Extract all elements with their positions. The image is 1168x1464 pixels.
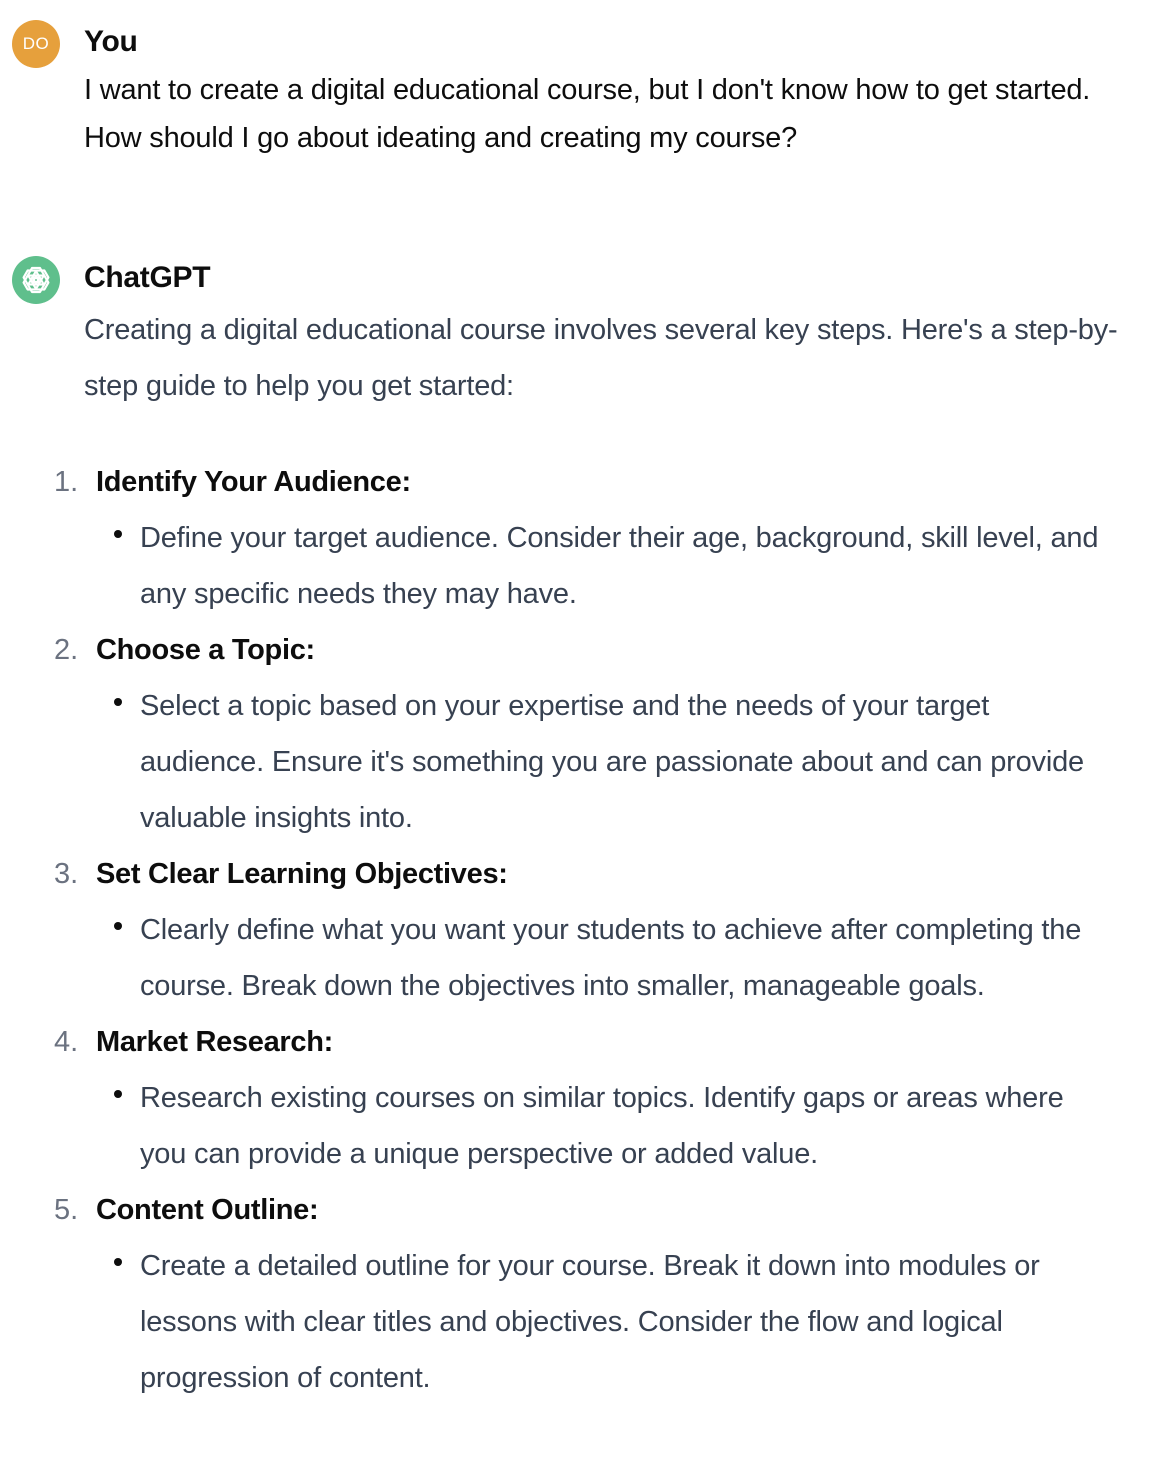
assistant-author-name: ChatGPT — [84, 261, 211, 294]
step-detail-list — [96, 678, 1168, 846]
step-title: Choose a Topic: — [96, 634, 315, 666]
step-title: Set Clear Learning Objectives: — [96, 858, 508, 890]
step-detail-list — [96, 1070, 1168, 1182]
user-message-text: I want to create a digital educational course, but I don't know how to get started. How should I go about ideating and creating my course? — [84, 74, 1091, 154]
step-item — [0, 846, 1168, 1014]
step-detail — [96, 1070, 1115, 1182]
step-detail — [96, 510, 1115, 622]
step-title: Market Research: — [96, 1026, 333, 1058]
steps-list — [0, 454, 1168, 1406]
bullet-icon — [114, 1090, 122, 1098]
step-number: 2. — [54, 634, 79, 666]
assistant-intro-text: Creating a digital educational course involves several key steps. Here's a step-by-step guide to help you get started: — [84, 314, 1118, 402]
step-item — [0, 1182, 1168, 1406]
step-item — [0, 454, 1168, 622]
step-detail-list — [96, 902, 1168, 1014]
user-avatar — [12, 20, 60, 68]
step-item — [0, 622, 1168, 846]
openai-logo-icon — [19, 263, 53, 297]
step-detail — [96, 678, 1115, 846]
bullet-icon — [114, 698, 122, 706]
user-author-name: You — [84, 25, 138, 58]
step-title: Identify Your Audience: — [96, 466, 411, 498]
step-detail-text: Define your target audience. Consider their age, background, skill level, and any specific needs they may have. — [140, 522, 1099, 610]
bullet-icon — [114, 922, 122, 930]
user-avatar-initials: DO — [22, 34, 50, 53]
step-title: Content Outline: — [96, 1194, 319, 1226]
step-detail-text: Clearly define what you want your students to achieve after completing the course. Break down the objectives into smaller, manageable goals. — [140, 914, 1082, 1002]
step-detail-text: Select a topic based on your expertise and the needs of your target audience. Ensure it's something you are passionate about and can provide valuable insights into. — [140, 690, 1084, 834]
step-number: 3. — [54, 858, 79, 890]
assistant-avatar — [12, 256, 60, 304]
step-detail-text: Research existing courses on similar topics. Identify gaps or areas where you can provide a unique perspective or added value. — [140, 1082, 1064, 1170]
step-detail-list — [96, 1238, 1168, 1406]
step-detail-list — [96, 510, 1168, 622]
step-number: 1. — [54, 466, 79, 498]
bullet-icon — [114, 530, 122, 538]
step-number: 5. — [54, 1194, 79, 1226]
step-item — [0, 1014, 1168, 1182]
step-detail — [96, 902, 1115, 1014]
bullet-icon — [114, 1258, 122, 1266]
step-detail-text: Create a detailed outline for your course. Break it down into modules or lessons with clear titles and objectives. Consider the flow and logical progression of content. — [140, 1250, 1040, 1394]
step-number: 4. — [54, 1026, 79, 1058]
step-detail — [96, 1238, 1115, 1406]
